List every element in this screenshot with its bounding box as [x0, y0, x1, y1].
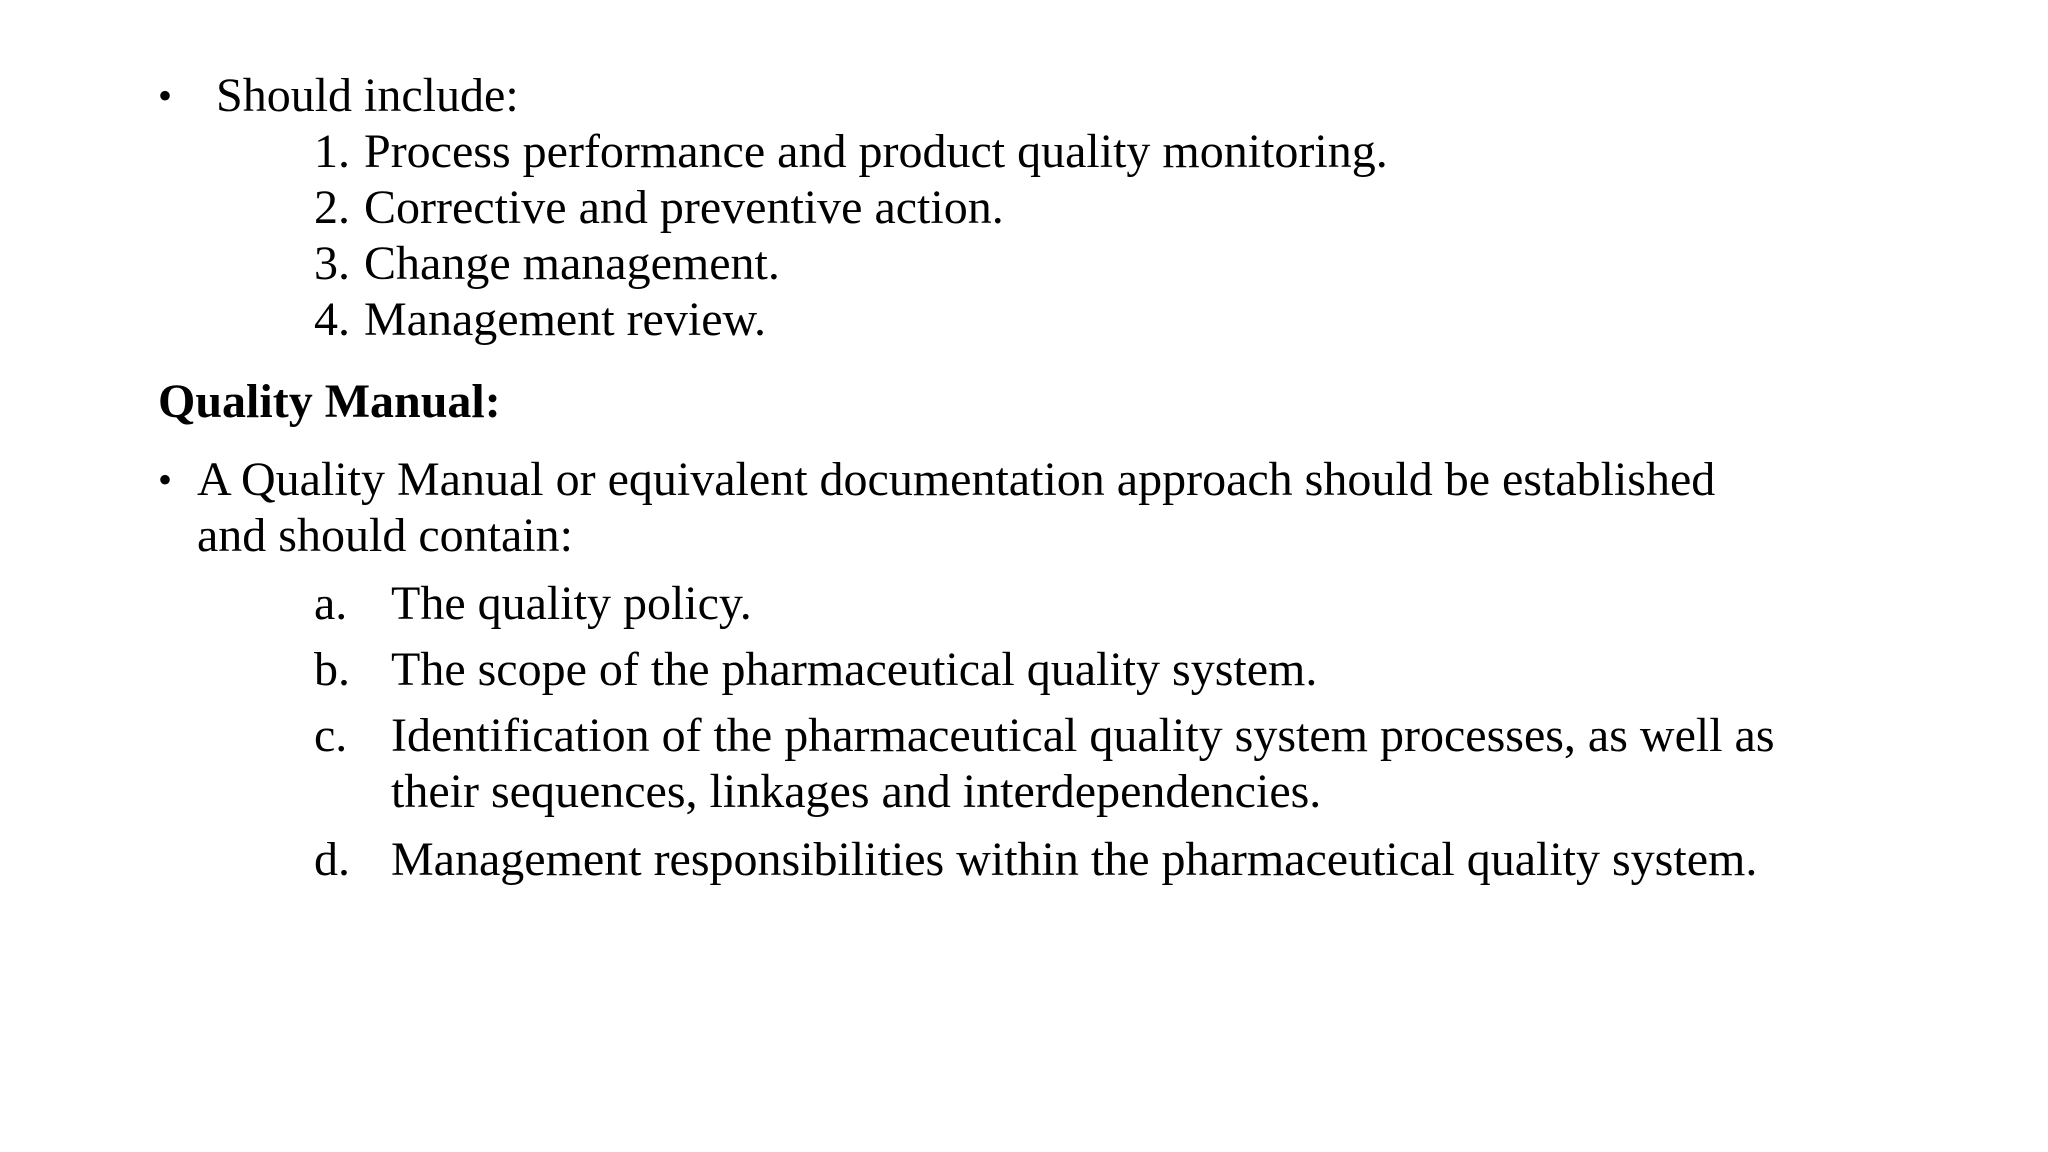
- quality-manual-intro-line1: A Quality Manual or equivalent documentation approach should be established: [197, 453, 1716, 506]
- list-item-4: Management review.: [364, 293, 767, 346]
- list-item-1: Process performance and product quality monitoring.: [364, 125, 1388, 178]
- list-number-2: 2.: [314, 181, 350, 234]
- list-letter-c: c.: [314, 709, 348, 762]
- list-number-1: 1.: [314, 125, 350, 178]
- list-item-b: The scope of the pharmaceutical quality system.: [391, 643, 1318, 696]
- quality-manual-heading: Quality Manual:: [158, 375, 501, 428]
- list-item-2: Corrective and preventive action.: [364, 181, 1004, 234]
- bullet-quality-manual: •: [158, 457, 173, 502]
- bullet-should-include: •: [158, 73, 173, 118]
- list-item-3: Change management.: [364, 237, 780, 290]
- list-number-3: 3.: [314, 237, 350, 290]
- list-letter-a: a.: [314, 577, 348, 630]
- list-letter-b: b.: [314, 643, 350, 696]
- list-item-a: The quality policy.: [391, 577, 752, 630]
- should-include-text: Should include:: [216, 69, 519, 122]
- list-number-4: 4.: [314, 293, 350, 346]
- list-item-c-line2: their sequences, linkages and interdependencies.: [391, 765, 1322, 818]
- quality-manual-intro-line2: and should contain:: [197, 509, 573, 562]
- list-item-c-line1: Identification of the pharmaceutical quality system processes, as well as: [391, 709, 1775, 762]
- list-item-d: Management responsibilities within the pharmaceutical quality system.: [391, 833, 1758, 886]
- list-letter-d: d.: [314, 833, 350, 886]
